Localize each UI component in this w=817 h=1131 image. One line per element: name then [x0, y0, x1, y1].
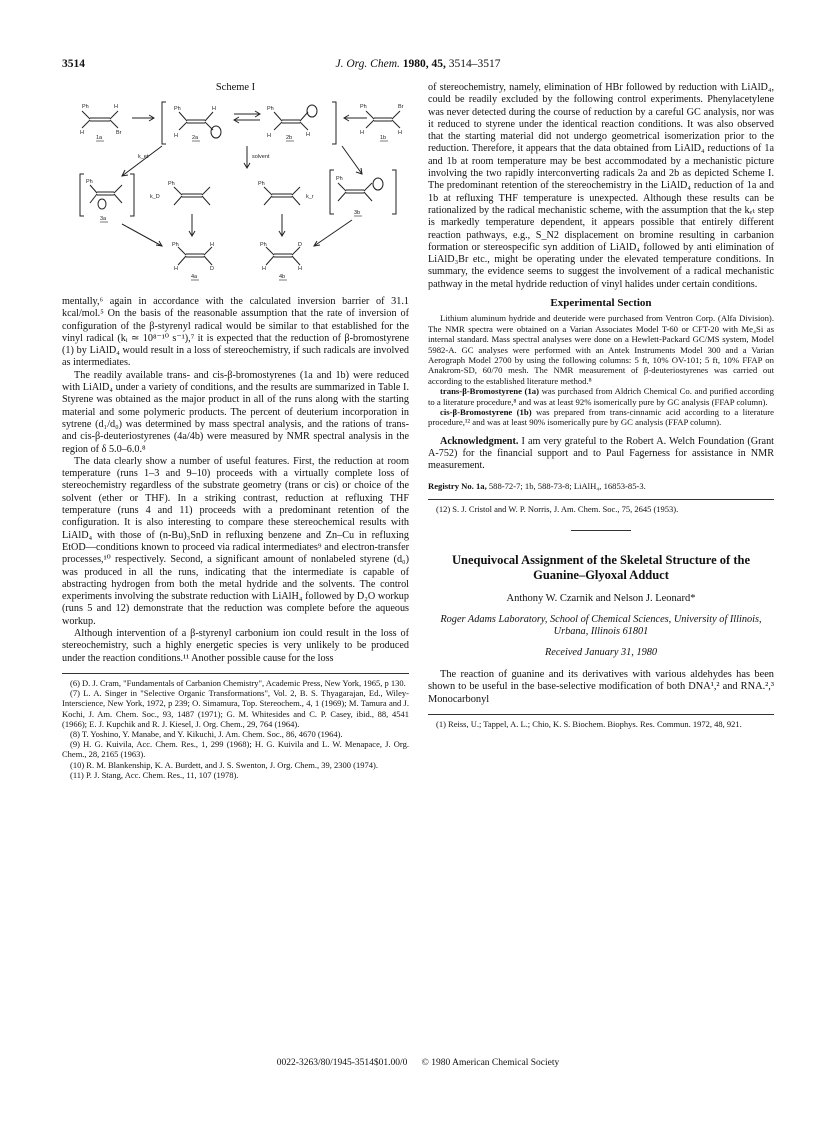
atom-h: H	[267, 133, 271, 139]
page-footer	[62, 1058, 774, 1068]
section-heading: Experimental Section	[550, 297, 652, 310]
journal-name: J. Org. Chem.	[335, 58, 400, 70]
paragraph: Although intervention of a β-styrenyl carbonium ion could result in the loss of stereochemistry, such a highly energetic species is very unlikely to be produced under the reaction conditions.¹¹ Another possible cause for the loss	[62, 628, 409, 664]
compound-label-3a: 3a	[100, 216, 107, 222]
separator	[571, 530, 631, 531]
journal-year: 1980,	[402, 58, 429, 70]
footnote-divider	[428, 714, 774, 715]
atom-ph: Ph	[168, 181, 175, 187]
atom-h: H	[174, 266, 178, 272]
experimental-paragraph	[428, 407, 774, 428]
atom-h: H	[298, 266, 302, 272]
footnote: (6) D. J. Cram, "Fundamentals of Carbanion Chemistry", Academic Press, New York, 1965, p 130.	[70, 677, 406, 688]
acknowledgment	[428, 436, 774, 473]
article-title: Unequivocal Assignment of the Skeletal Structure of the Guanine–Glyoxal Adduct	[451, 553, 751, 583]
rate-ket: k_et	[138, 154, 149, 160]
journal-volume: 45,	[431, 58, 446, 70]
atom-ph: Ph	[360, 104, 367, 110]
atom-h: H	[262, 266, 266, 272]
received-date: Received January 31, 1980	[544, 646, 658, 658]
article-authors: Anthony W. Czarnik and Nelson J. Leonard*	[506, 593, 696, 605]
article-code: 0022-3263/80/1945-3514$01.00/0	[276, 1058, 408, 1068]
compound-heading: trans-β-Bromostyrene (1a)	[440, 386, 540, 397]
scheme-figure	[62, 82, 409, 288]
atom-d: D	[298, 242, 302, 248]
atom-ph: Ph	[82, 104, 89, 110]
compound-label-2b: 2b	[286, 135, 293, 141]
journal-citation	[62, 58, 774, 70]
paragraph: The readily available trans- and cis-β-bromostyrenes (1a and 1b) were reduced with LiAlD₄ under a variety of conditions, and the results are summarized in Table I. Styrene was obtained as the major product in all of the runs along with the starting material and some polymeric products. The percent of deuterium incorporation in sytrene (d₁/d₀) was determined by mass spectral analysis, and the rations of trans- and cis-β-deuteriostyrenes (4a/4b) were measured by NMR spectral analysis in the region of δ 5.0–6.0.⁸	[62, 369, 409, 455]
atom-h: H	[174, 133, 178, 139]
acknowledgment-heading: Acknowledgment.	[440, 435, 519, 447]
footnote: (9) H. G. Kuivila, Acc. Chem. Res., 1, 299 (1968); H. G. Kuivila and L. W. Menapace, J. Org. Chem., 28, 2165 (1963).	[62, 739, 409, 760]
atom-br: Br	[116, 130, 122, 136]
rate-kd: k_D	[150, 194, 160, 200]
atom-h: H	[114, 104, 118, 110]
atom-h: H	[360, 130, 364, 136]
journal-pages: 3514–3517	[448, 58, 501, 70]
atom-ph: Ph	[172, 242, 179, 248]
atom-ph: Ph	[336, 176, 343, 182]
rate-kr: k_r	[306, 194, 314, 200]
atom-ph: Ph	[258, 181, 265, 187]
compound-label-1b: 1b	[380, 135, 387, 141]
paragraph: of stereochemistry, namely, elimination of HBr followed by reduction with LiAlD₄, could be readily excluded by the following control experiments. Phenylacetylene was never detected during the course of reduction by a careful GC analysis, nor was it reduced to styrene under the identical reaction conditions. It was also observed that the starting material did not undergo geometrical isomerization prior to the reduction. Therefore, it appears that the data obtained from LiAlD₄ reductions of 1a and 1b at room temperature may be best accommodated by a mechanistic picture involving the two rapidly interconverting radicals 2a and 2b as depicted Scheme I. The predominant retention of the stereochemistry in the LiAlD₄ reduction of 1a and 1b at refluxing THF temperature is unexpected. Although these results can be rationalized by the radical mechanistic scheme, with the assumption that the kₑₜ step is markedly temperature dependent, it appears possible that entirely different reaction pathways, e.g., S_N2 displacement on bromine resulting in carbanion formation or stereospecific syn addition of LiAlD₄ followed by anti elimination of LiAlD₃Br etc., might be operating under the elevated temperature conditions. In summary, the evidence seems to suggest the involvement of a radical mechanistic pathway in the metal hydride reduction of vinyl halides under certain conditions.	[428, 82, 774, 290]
right-column	[428, 82, 774, 730]
paragraph: The data clearly show a number of useful features. First, the reduction at room temperature (runs 1–3 and 9–10) proceeds with a virtually complete loss of stereochemistry regardless of the substrate geometry (trans or cis) or choice of the solvent (ether or THF). In a striking contrast, reduction at refluxing THF temperature (runs 4 and 11) proceeds with a predominant retention of the configuration. It is also interesting to compare these stereochemical results with LiAlD₄ with those of (n-Bu)₃SnD in refluxing benzene and Zn–Cu in refluxing EtOD—conditions known to proceed via radical intermediates⁹ and electron-transfer processes,¹⁰ respectively. Second, a significant amount of nonlabeled styrene (d₀) was produced in all the runs, indicating that the intermediate is capable of abstracting hydrogen from both the metal hydride and the solvents. The control experiments involving the substrate reduction with LiAlH₄ followed by D₂O workup (runs 5 and 12) demonstrate that the reduction was complete before the aqueous workup.	[62, 455, 409, 627]
registry-heading: Registry No. 1a,	[428, 480, 487, 491]
experimental-paragraph: Lithium aluminum hydride and deuteride were purchased from Ventron Corp. (Alfa Division). The NMR spectra were obtained on a Varian Associates Model T-60 or CFT-20 with Me₄Si as internal standard. Mass spectral analyses were done on a Hewlett-Packard GC/MS system, Model 5982-A. GC analyses were performed with an Antek Instruments Model 300 and a Varian Aerograph Model 2700 by using the following columns: 5 ft, 10% OV-101; 5 ft, 10% FFAP on Anakrom-SD, 60/70 mesh. The NMR measurement of β-deuteriostyrenes was carried out according to the established literature method.⁸	[428, 313, 774, 386]
atom-h: H	[210, 242, 214, 248]
footnote: (11) P. J. Stang, Acc. Chem. Res., 11, 107 (1978).	[70, 769, 239, 780]
atom-h: H	[306, 132, 310, 138]
compound-label-4b: 4b	[279, 274, 286, 280]
acknowledgment-text: I am very grateful to the Robert A. Welch Foundation (Grant A-752) for the financial support and to Paul Fagerness for assistance in NMR measurement.	[428, 435, 774, 472]
footnote-divider	[62, 673, 409, 674]
atom-br: Br	[398, 104, 404, 110]
atom-d: D	[210, 266, 214, 272]
atom-ph: Ph	[174, 106, 181, 112]
compound-label-2a: 2a	[192, 135, 199, 141]
atom-h: H	[398, 130, 402, 136]
experimental-paragraph	[428, 386, 774, 407]
registry	[428, 481, 774, 491]
atom-ph: Ph	[267, 106, 274, 112]
copyright: © 1980 American Chemical Society	[421, 1058, 560, 1068]
paragraph: mentally,⁶ again in accordance with the calculated inversion barrier of 31.1 kcal/mol.⁵ On the basis of the reasonable assumption that the rate of inversion of configuration of the β-styrenyl radical would be similar to that established for the vinyl radical (kᵢ ≃ 10⁸⁻¹⁰ s⁻¹),⁷ it is expected that the reduction of β-bromostyrene (1) by LiAlD₄ would result in a loss of stereochemistry, if such radicals are involved as intermediates.	[62, 296, 409, 369]
footnote: (10) R. M. Blankenship, K. A. Burdett, and J. S. Swenton, J. Org. Chem., 39, 2300 (1974).	[70, 759, 378, 770]
solvent-label: solvent	[252, 154, 270, 160]
article-affiliation: Roger Adams Laboratory, School of Chemical Sciences, University of Illinois, Urbana, Illinois 61801	[440, 613, 762, 638]
footnote: (1) Reiss, U.; Tappel, A. L.; Chio, K. S. Biochem. Biophys. Res. Commun. 1972, 48, 921.	[436, 719, 742, 730]
left-column	[62, 296, 409, 780]
running-header	[62, 58, 774, 74]
compound-label-1a: 1a	[96, 135, 103, 141]
experimental-text: was prepared from trans-cinnamic acid according to a literature procedure,¹² and was at least 90% isomerically pure by GC analysis (FFAP column).	[428, 407, 774, 428]
compound-label-4a: 4a	[191, 274, 198, 280]
registry-text: 588-72-7; 1b, 588-73-8; LiAlH₄, 16853-85-3.	[486, 480, 646, 491]
experimental-text: was purchased from Aldrich Chemical Co. and purified according to a literature procedure,⁸ and was at least 92% isomerically pure by GC analysis (FFAP column).	[428, 386, 774, 407]
scheme-title: Scheme I	[215, 82, 256, 93]
compound-heading: cis-β-Bromostyrene (1b)	[440, 407, 532, 417]
scheme-diagram	[62, 96, 409, 288]
compound-label-3b: 3b	[354, 210, 361, 216]
atom-h: H	[212, 106, 216, 112]
abstract-paragraph: The reaction of guanine and its derivatives with various aldehydes has been shown to be useful in the base-selective modification of both DNA¹,² and RNA.²,³ Monocarbonyl	[428, 668, 774, 705]
atom-ph: Ph	[86, 179, 93, 185]
footnote: (7) L. A. Singer in "Selective Organic Transformations", Vol. 2, B. S. Thyagarajan, Ed., Wiley-Interscience, New York, 1972, p 239; O. Simamura, Top. Stereochem., 4, 1 (1969); M. Tamura and J. Kochi, J. Am. Chem. Soc., 93, 1487 (1971); G. M. Whitesides and C. P. Casey, ibid., 88, 4541 (1966); E. J. Kupchik and R. J. Kiesel, J. Org. Chem., 29, 764 (1964).	[62, 688, 409, 729]
footnote-divider	[428, 499, 774, 500]
atom-ph: Ph	[260, 242, 267, 248]
atom-h: H	[80, 130, 84, 136]
footnote: (12) S. J. Cristol and W. P. Norris, J. Am. Chem. Soc., 75, 2645 (1953).	[436, 504, 679, 515]
footnote: (8) T. Yoshino, Y. Manabe, and Y. Kikuchi, J. Am. Chem. Soc., 86, 4670 (1964).	[70, 728, 343, 739]
page-number: 3514	[62, 58, 85, 70]
